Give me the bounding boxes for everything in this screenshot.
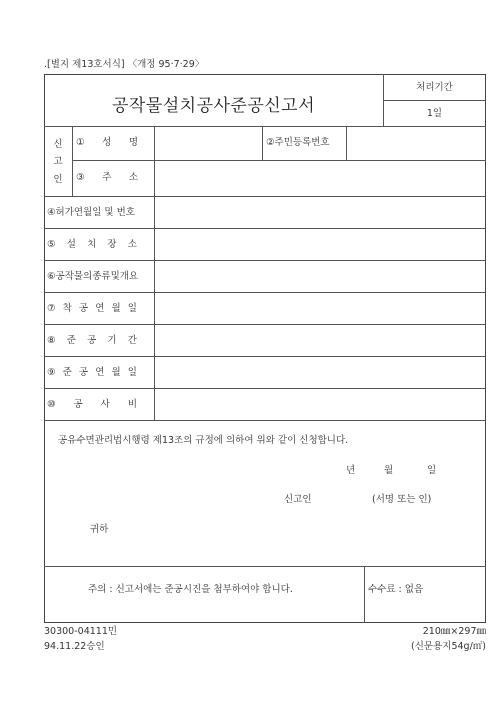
completion-date-label: ⑨ 준 공 연 월 일: [47, 367, 137, 378]
attachment-notice: 주의 : 신고서에는 준공시진을 첨부하여야 합니다.: [88, 584, 293, 595]
installation-site-field[interactable]: [154, 229, 486, 260]
resident-number-label: ②주민등록번호: [266, 137, 330, 148]
date-year: 년: [346, 465, 356, 476]
addressee-label: 귀하: [90, 524, 109, 535]
form-reference: .[별지 제13호서식] 〈개정 95·7·29〉: [44, 59, 205, 70]
divider: [44, 566, 486, 567]
name-field[interactable]: [154, 127, 262, 160]
divider: [72, 126, 73, 196]
construction-cost-field[interactable]: [154, 389, 486, 420]
construction-cost-label: ⑩ 공 사 비: [47, 399, 137, 410]
processing-period-label: 처리기간: [416, 82, 453, 93]
name-label: ① 성 명: [76, 137, 138, 148]
statement-text: 공유수면관리법시행령 제13조의 규정에 의하여 위와 같이 신청합니다.: [58, 435, 349, 446]
installation-site-label: ⑤ 설 치 장 소: [47, 239, 137, 250]
divider: [44, 420, 486, 421]
address-field[interactable]: [154, 161, 486, 196]
structure-type-field[interactable]: [154, 261, 486, 292]
structure-type-label: ⑥공작물의종류및개요: [47, 271, 139, 282]
address-label: ③ 주 소: [76, 172, 138, 183]
approval-date: 94.11.22승인: [44, 641, 105, 652]
date-day: 일: [427, 465, 437, 476]
start-date-label: ⑦ 착 공 연 월 일: [47, 303, 137, 314]
signature-note: (서명 또는 인): [372, 494, 432, 505]
permit-date-number-field[interactable]: [154, 197, 486, 228]
completion-date-field[interactable]: [154, 357, 486, 388]
date-month: 월: [384, 465, 394, 476]
completion-period-field[interactable]: [154, 325, 486, 356]
processing-period-value: 1일: [426, 108, 443, 119]
signer-label: 신고인: [284, 494, 312, 505]
resident-number-field[interactable]: [346, 127, 486, 160]
divider: [383, 100, 486, 101]
permit-date-number-label: ④허가연월일 및 번호: [47, 207, 135, 218]
completion-period-label: ⑧ 준 공 기 간: [47, 335, 137, 346]
form-code: 30300-04111민: [44, 626, 118, 637]
paper-size: 210㎜×297㎜: [422, 626, 486, 637]
applicant-group-label: 신 고 인: [53, 139, 63, 185]
fee-text: 수수료 : 없음: [368, 584, 424, 595]
divider: [262, 126, 263, 160]
signature-field[interactable]: [318, 489, 368, 509]
divider: [364, 566, 365, 623]
form-title: 공작물설치공사준공신고서: [111, 96, 316, 116]
start-date-field[interactable]: [154, 293, 486, 324]
paper-type: (신문용지54g/㎡): [411, 641, 486, 652]
